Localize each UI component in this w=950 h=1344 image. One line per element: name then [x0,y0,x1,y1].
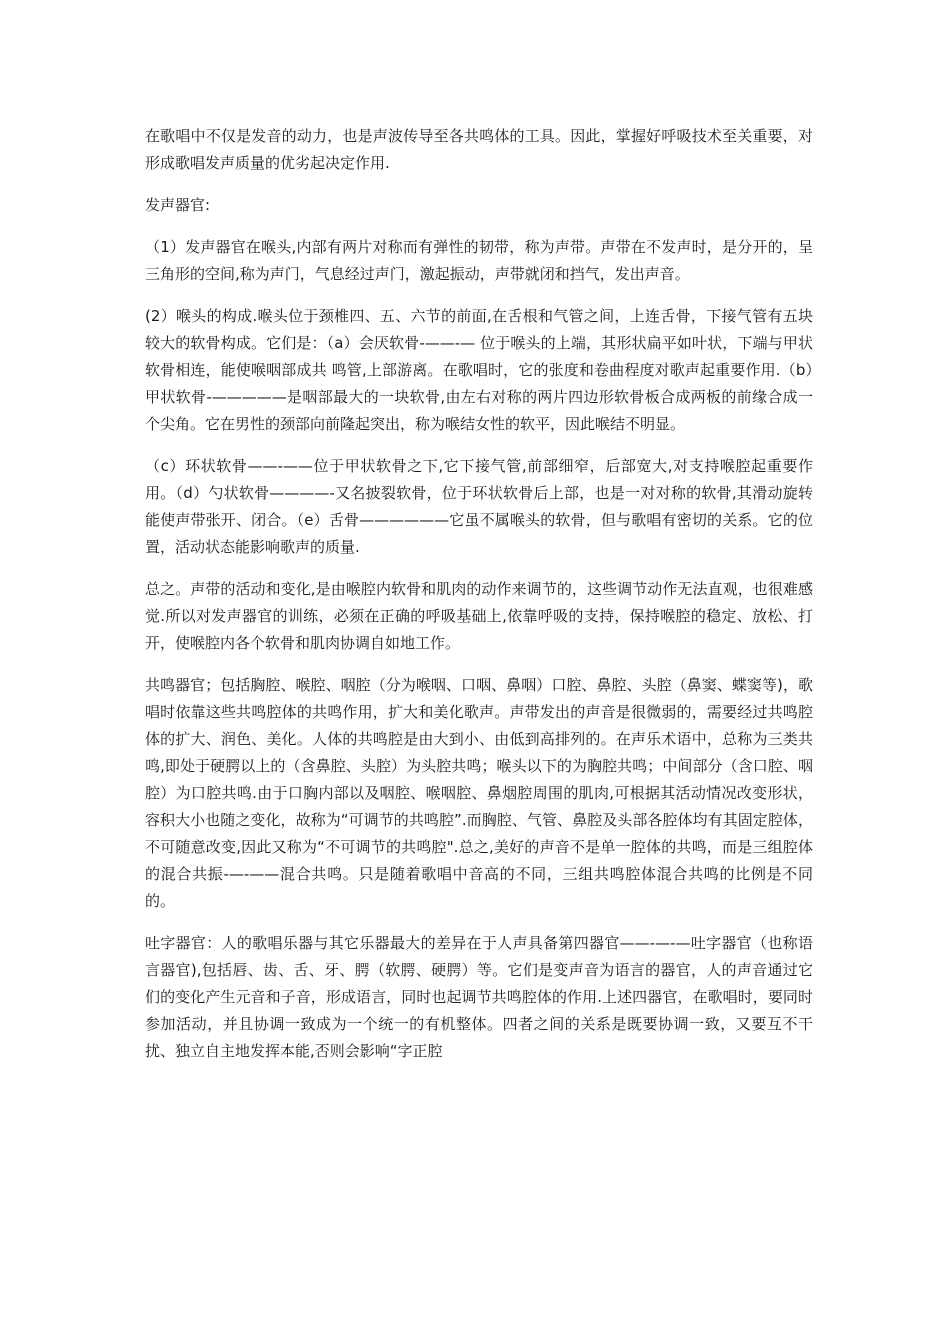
paragraph-cartilages: （c）环状软骨——-——位于甲状软骨之下,它下接气管,前部细窄，后部宽大,对支持喉腔起重要作用。（d）勺状软骨————-又名披裂软骨，位于环状软骨后上部，也是一对对称的软骨,其滑动旋转能使声带张开、闭合。（e）舌骨——————它虽不属喉头的软骨，但与歌唱有密切的关系。它的位置，活动状态能影响歌声的质量. [145,457,813,556]
paragraph-summary: 总之。声带的活动和变化,是由喉腔内软骨和肌肉的动作来调节的，这些调节动作无法直观，也很难感觉.所以对发声器官的训练，必须在正确的呼吸基础上,依靠呼吸的支持，保持喉腔的稳定、放松、打开，使喉腔内各个软骨和肌肉协调自如地工作。 [145,580,813,652]
document-body [145,123,813,1080]
paragraph-breathing-conclusion: 在歌唱中不仅是发音的动力，也是声波传导至各共鸣体的工具。因此，掌握好呼吸技术至关重要，对形成歌唱发声质量的优劣起决定作用. [145,127,813,172]
paragraph-resonance-organs: 共鸣器官；包括胸腔、喉腔、咽腔（分为喉咽、口咽、鼻咽）口腔、鼻腔、头腔（鼻窦、蝶窦等)，歌唱时依靠这些共鸣腔体的共鸣作用，扩大和美化歌声。声带发出的声音是很微弱的，需要经过共鸣腔体的扩大、润色、美化。人体的共鸣腔是由大到小、由低到高排列的。在声乐术语中，总称为三类共鸣,即处于硬腭以上的（含鼻腔、头腔）为头腔共鸣；喉头以下的为胸腔共鸣；中间部分（含口腔、咽腔）为口腔共鸣.由于口胸内部以及咽腔、喉咽腔、鼻烟腔周围的肌肉,可根据其活动情况改变形状，容积大小也随之变化，故称为“可调节的共鸣腔”.而胸腔、气管、鼻腔及头部各腔体均有其固定腔体，不可随意改变,因此又称为“不可调节的共鸣腔".总之,美好的声音不是单一腔体的共鸣，而是三组腔体的混合共振-—-——混合共鸣。只是随着歌唱中音高的不同，三组共鸣腔体混合共鸣的比例是不同的。 [145,676,813,910]
paragraph-larynx-vocal-cords: （1）发声器官在喉头,内部有两片对称而有弹性的韧带，称为声带。声带在不发声时，是分开的，呈三角形的空间,称为声门，气息经过声门，激起振动，声带就闭和挡气，发出声音。 [145,238,813,283]
heading-vocal-organs: 发声器官: [145,196,211,214]
paragraph-articulation-organs: 吐字器官：人的歌唱乐器与其它乐器最大的差异在于人声具备第四器官——-—-—吐字器官（也称语言器官),包括唇、齿、舌、牙、腭（软腭、硬腭）等。它们是变声音为语言的器官，人的声音通过它们的变化产生元音和子音，形成语言，同时也起调节共鸣腔体的作用.上述四器官，在歌唱时，要同时参加活动，并且协调一致成为一个统一的有机整体。四者之间的关系是既要协调一致，又要互不干扰、独立自主地发挥本能,否则会影响“字正腔 [145,934,813,1060]
paragraph-larynx-structure: (2）喉头的构成.喉头位于颈椎四、五、六节的前面,在舌根和气管之间，上连舌骨，下接气管有五块较大的软骨构成。它们是：（a）会厌软骨-——-— 位于喉头的上端，其形状扁平如叶状，下端与甲状软骨相连，能使喉咽部成共 鸣管,上部游离。在歌唱时，它的张度和卷曲程度对歌声起重要作用.（b）甲状软骨-—————是咽部最大的一块软骨,由左右对称的两片四边形软骨板合成两板的前缘合成一个尖角。它在男性的颈部向前隆起突出，称为喉结女性的软平，因此喉结不明显。 [145,307,813,433]
